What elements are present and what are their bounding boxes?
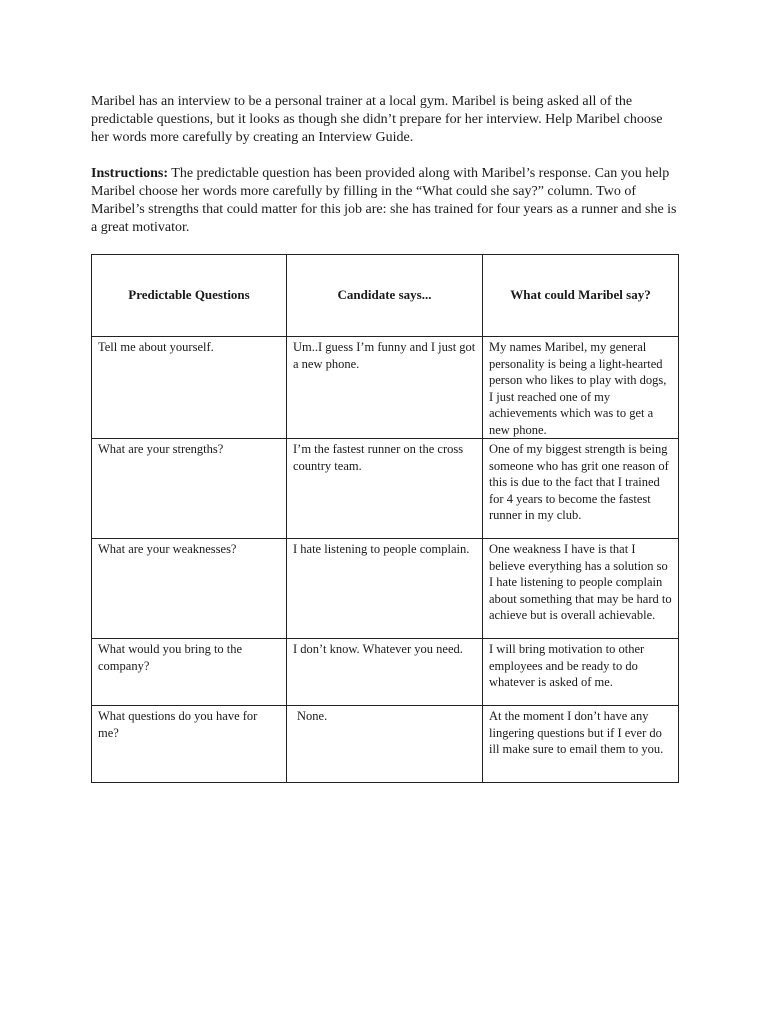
table-row	[92, 337, 679, 439]
candidate-text: None.	[297, 709, 328, 723]
table-row	[92, 706, 679, 783]
interview-guide-table	[91, 254, 679, 783]
candidate-cell	[287, 706, 483, 783]
question-cell: What are your weaknesses?	[92, 539, 287, 639]
question-cell: Tell me about yourself.	[92, 337, 287, 439]
instructions-text: The predictable question has been provided along with Maribel’s response. Can you help Maribel choose her words more carefully by filling in the “What could she say?” column. Two of Maribel’s strengths that could matter for this job are: she has trained for four years as a runner and she is a great motivator.	[91, 166, 677, 235]
intro-paragraph: Maribel has an interview to be a personal trainer at a local gym. Maribel is being asked all of the predictable questions, but it looks as though she didn’t prepare for her interview. Help Maribel choose her words more carefully by creating an Interview Guide.	[91, 94, 663, 145]
question-cell: What questions do you have for me?	[92, 706, 287, 783]
table-row	[92, 539, 679, 639]
answer-cell: My names Maribel, my general personality is being a light-hearted person who likes to play with dogs, I just reached one of my achievements which was to get a new phone.	[483, 337, 679, 439]
question-cell: What are your strengths?	[92, 439, 287, 539]
header-candidate-says: Candidate says...	[287, 255, 483, 337]
question-cell: What would you bring to the company?	[92, 639, 287, 706]
table-row	[92, 639, 679, 706]
instructions-label: Instructions:	[91, 166, 169, 181]
instructions-paragraph	[91, 165, 681, 237]
header-what-could-maribel-say: What could Maribel say?	[483, 255, 679, 337]
candidate-cell: I’m the fastest runner on the cross country team.	[287, 439, 483, 539]
table-row	[92, 439, 679, 539]
candidate-cell: I hate listening to people complain.	[287, 539, 483, 639]
answer-cell: One of my biggest strength is being someone who has grit one reason of this is due to the fact that I trained for 4 years to become the fastest runner in my club.	[483, 439, 679, 539]
document-page	[91, 93, 681, 756]
candidate-cell: I don’t know. Whatever you need.	[287, 639, 483, 706]
candidate-cell: Um..I guess I’m funny and I just got a new phone.	[287, 337, 483, 439]
table-header-row	[92, 255, 679, 337]
answer-cell: I will bring motivation to other employees and be ready to do whatever is asked of me.	[483, 639, 679, 706]
answer-cell: One weakness I have is that I believe everything has a solution so I hate listening to people complain about something that may be hard to achieve but is overall achievable.	[483, 539, 679, 639]
answer-cell: At the moment I don’t have any lingering questions but if I ever do ill make sure to email them to you.	[483, 706, 679, 783]
header-predictable-questions: Predictable Questions	[92, 255, 287, 337]
